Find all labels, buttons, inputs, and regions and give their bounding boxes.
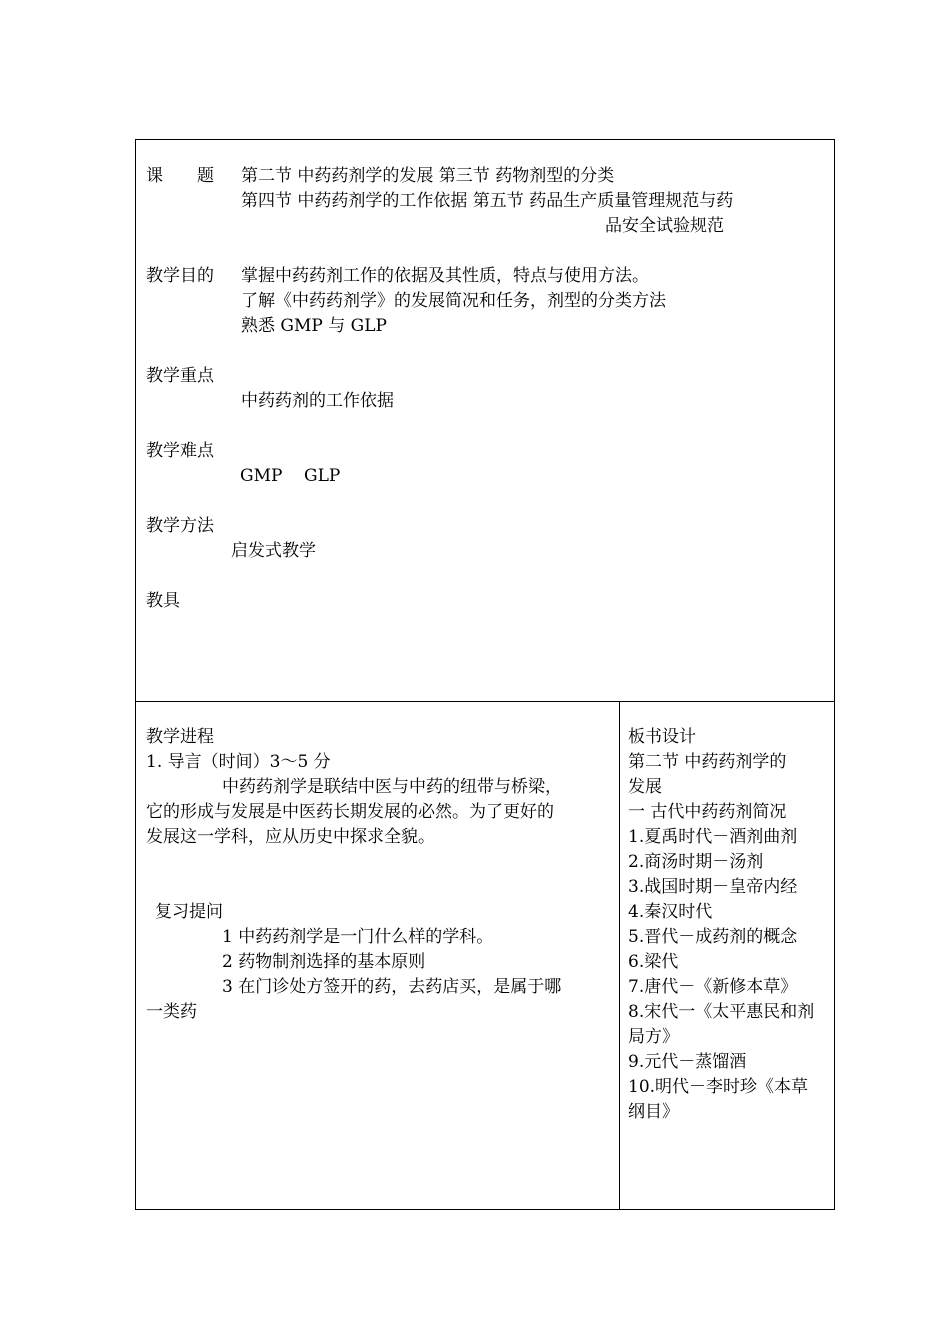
topic-line-2: 第四节 中药药剂学的工作依据 第五节 药品生产质量管理规范与药 bbox=[241, 191, 734, 211]
method-value: 启发式教学 bbox=[231, 541, 316, 561]
review-question-2: 2 药物制剂选择的基本原则 bbox=[222, 952, 426, 972]
board-item: 2.商汤时期－汤剂 bbox=[628, 852, 764, 872]
board-item-cont: 局方》 bbox=[628, 1027, 679, 1047]
board-item: 1.夏禹时代－酒剂曲剂 bbox=[628, 827, 798, 847]
objective-line-3: 熟悉 GMP 与 GLP bbox=[241, 316, 387, 336]
intro-line-3: 发展这一学科，应从历史中探求全貌。 bbox=[146, 827, 435, 847]
method-label: 教学方法 bbox=[146, 516, 214, 536]
board-design-cell bbox=[620, 702, 834, 1209]
board-item: 10.明代－李时珍《本草 bbox=[628, 1077, 809, 1097]
lesson-header-cell bbox=[136, 140, 834, 702]
lesson-plan-table bbox=[135, 139, 835, 1210]
board-item: 9.元代－蒸馏酒 bbox=[628, 1052, 747, 1072]
topic-line-3: 品安全试验规范 bbox=[605, 216, 724, 236]
board-subsection: 一 古代中药药剂简况 bbox=[628, 802, 787, 822]
board-item: 6.梁代 bbox=[628, 952, 679, 972]
intro-line-2: 它的形成与发展是中医药长期发展的必然。为了更好的 bbox=[146, 802, 554, 822]
review-question-3: 3 在门诊处方签开的药，去药店买，是属于哪 bbox=[222, 977, 562, 997]
topic-label: 课 题 bbox=[146, 166, 214, 186]
objective-line-2: 了解《中药药剂学》的发展简况和任务，剂型的分类方法 bbox=[241, 291, 666, 311]
difficulty-label: 教学难点 bbox=[146, 441, 214, 461]
board-item: 8.宋代一《太平惠民和剂 bbox=[628, 1002, 815, 1022]
process-title: 教学进程 bbox=[146, 727, 214, 747]
review-question-3-cont: 一类药 bbox=[146, 1002, 197, 1022]
topic-line-1: 第二节 中药药剂学的发展 第三节 药物剂型的分类 bbox=[241, 166, 615, 186]
intro-line-1: 中药药剂学是联结中医与中药的纽带与桥梁， bbox=[222, 777, 562, 797]
objective-line-1: 掌握中药药剂工作的依据及其性质，特点与使用方法。 bbox=[241, 266, 649, 286]
review-heading: 复习提问 bbox=[155, 902, 223, 922]
board-section-line-2: 发展 bbox=[628, 777, 662, 797]
difficulty-value: GMP GLP bbox=[240, 466, 341, 486]
board-item: 7.唐代－《新修本草》 bbox=[628, 977, 798, 997]
intro-heading: 1. 导言（时间）3～5 分 bbox=[146, 752, 331, 772]
board-item-cont: 纲目》 bbox=[628, 1102, 679, 1122]
board-item: 3.战国时期－皇帝内经 bbox=[628, 877, 798, 897]
board-item: 5.晋代－成药剂的概念 bbox=[628, 927, 798, 947]
tools-label: 教具 bbox=[146, 591, 180, 611]
board-item: 4.秦汉时代 bbox=[628, 902, 713, 922]
review-question-1: 1 中药药剂学是一门什么样的学科。 bbox=[222, 927, 494, 947]
key-point-value: 中药药剂的工作依据 bbox=[241, 391, 394, 411]
key-point-label: 教学重点 bbox=[146, 366, 214, 386]
board-title: 板书设计 bbox=[628, 727, 696, 747]
objective-label: 教学目的 bbox=[146, 266, 214, 286]
teaching-process-cell bbox=[136, 702, 620, 1209]
board-section-line-1: 第二节 中药药剂学的 bbox=[628, 752, 787, 772]
